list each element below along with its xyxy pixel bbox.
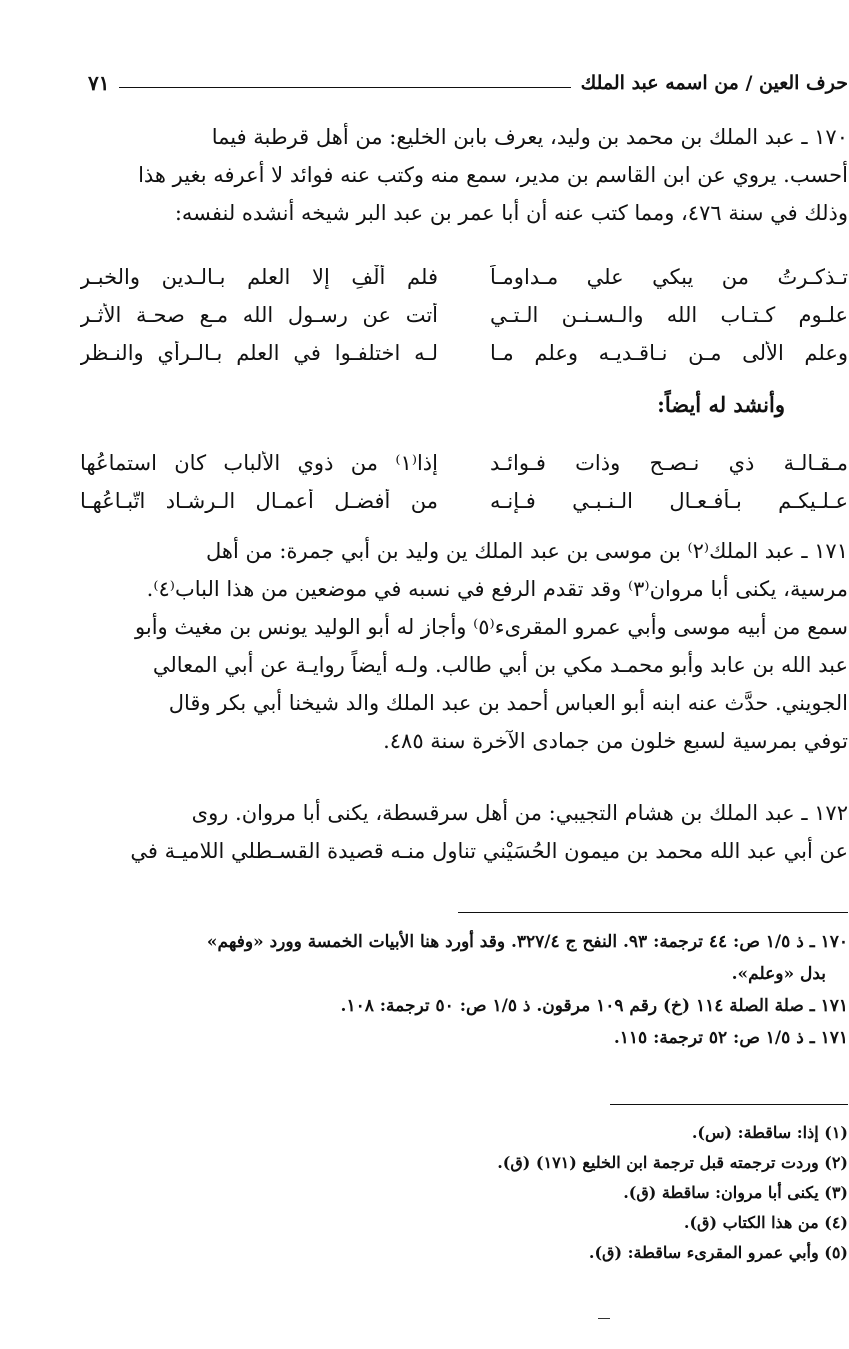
sources-divider <box>458 912 848 913</box>
header-rule <box>119 87 570 88</box>
text-line: مرسية، يكنى أبا مروان⁽٣⁾ وقد تقدم الرفع في نسبه في موضعين من هذا الباب⁽٤⁾. <box>146 577 848 601</box>
verse-second-hemistich: إذا⁽١⁾ من ذوي الألباب كان استماعُها <box>80 451 438 475</box>
text-line: وذلك في سنة ٤٧٦، ومما كتب عنه أن أبا عمر بن عبد البر شيخه أنشده لنفسه: <box>174 201 848 225</box>
entry-170-text <box>80 118 848 232</box>
footnotes-divider <box>610 1104 848 1105</box>
footnote: (٤) من هذا الكتاب (ق). <box>683 1213 848 1232</box>
page-number: ٧١ <box>88 71 110 95</box>
source-line: ١٧١ ـ ذ ١/٥ ص: ٥٢ ترجمة: ١١٥. <box>613 1028 848 1048</box>
verse-first-hemistich: عـلـيكـم بـأفـعـال الـنـبـي فـإنـه <box>490 489 848 513</box>
poem-1 <box>80 258 848 372</box>
text-line: عن أبي عبد الله محمد بن ميمون الحُسَيْني تناول منـه قصيدة القسـطلي اللاميـة في <box>130 839 848 863</box>
text-line: سمع من أبيه موسى وأبي عمرو المقرىء⁽٥⁾ وأجاز له أبو الوليد يونس بن مغيث وأبو <box>135 615 848 639</box>
text-line: ١٧١ ـ عبد الملك⁽٢⁾ بن موسى بن عبد الملك ين وليد بن أبي جمرة: من أهل <box>206 539 848 563</box>
verse-first-hemistich: تـذكـرتُ من يبكي علي مـداومـاً <box>490 265 848 289</box>
footnote: (١) إذا: ساقطة: (س). <box>691 1123 848 1142</box>
footnote: (٣) يكنى أبا مروان: ساقطة (ق). <box>623 1183 848 1202</box>
text-line: أحسب. يروي عن ابن القاسم بن مدير، سمع منه وكتب عنه فوائد لا أعرفه بغير هذا <box>138 163 848 187</box>
verse-first-hemistich: مـقـالـة ذي نـصـح وذات فـوائـد <box>490 451 848 475</box>
verse-first-hemistich: وعلم الألى مـن نـاقـديـه وعلم مـا <box>490 341 848 365</box>
verse-second-hemistich: فلم أُلْفِ إلا العلم بـالـدين والخبـر <box>80 265 438 289</box>
text-line: الجويني. حدَّث عنه ابنه أبو العباس أحمد بن عبد الملك والد شيخنا أبي بكر وقال <box>168 691 848 715</box>
footnote: (٢) وردت ترجمته قبل ترجمة ابن الخليع (١٧١) (ق). <box>497 1153 848 1172</box>
footnote: (٥) وأبي عمرو المقرىء ساقطة: (ق). <box>588 1243 848 1262</box>
text-line: ١٧٢ ـ عبد الملك بن هشام التجيبي: من أهل سرقسطة، يكنى أبا مروان. روى <box>191 801 848 825</box>
verse-first-hemistich: علـوم كـتـاب الله والـسـنـن الـتـي <box>490 303 848 327</box>
verse-line <box>80 258 848 296</box>
running-title: حرف العين / من اسمه عبد الملك <box>580 72 848 94</box>
text-line: توفي بمرسية لسبع خلون من جمادى الآخرة سنة ٤٨٥. <box>383 729 848 753</box>
source-line: ١٧١ ـ صلة الصلة ١١٤ (خ) رقم ١٠٩ مرقون. ذ ١/٥ ص: ٥٠ ترجمة: ١٠٨. <box>340 996 848 1016</box>
verse-line <box>80 444 848 482</box>
entry-171-text <box>80 532 848 760</box>
text-line: عبد الله بن عابد وأبو محمـد مكي بن أبي طالب. ولـه أيضاً روايـة عن أبي المعالي <box>152 653 848 677</box>
source-line: بدل «وعلم». <box>731 964 826 984</box>
sources-apparatus <box>40 926 848 1054</box>
verse-second-hemistich: أتت عن رسـول الله مـع صحـة الأثـر <box>80 303 438 327</box>
entry-172-text <box>80 794 848 870</box>
verse-line <box>80 482 848 520</box>
bottom-mark <box>598 1318 610 1319</box>
text-line: ١٧٠ ـ عبد الملك بن محمد بن وليد، يعرف بابن الخليع: من أهل قرطبة فيما <box>211 125 848 149</box>
verse-second-hemistich: من أفضـل أعمـال الـرشـاد اتّبـاعُهـا <box>80 489 438 513</box>
poem-2 <box>80 444 848 520</box>
footnotes <box>40 1118 848 1268</box>
also-recited-label: وأنشد له أيضاً: <box>657 392 785 417</box>
running-header <box>88 68 848 98</box>
source-line: ١٧٠ ـ ذ ١/٥ ص: ٤٤ ترجمة: ٩٣. النفح ج ٣٢٧/٤. وقد أورد هنا الأبيات الخمسة وورد «وفهم» <box>206 932 848 952</box>
verse-line <box>80 334 848 372</box>
verse-line <box>80 296 848 334</box>
verse-second-hemistich: لـه اختلفـوا في العلم بـالـرأي والنـظر <box>80 341 438 365</box>
